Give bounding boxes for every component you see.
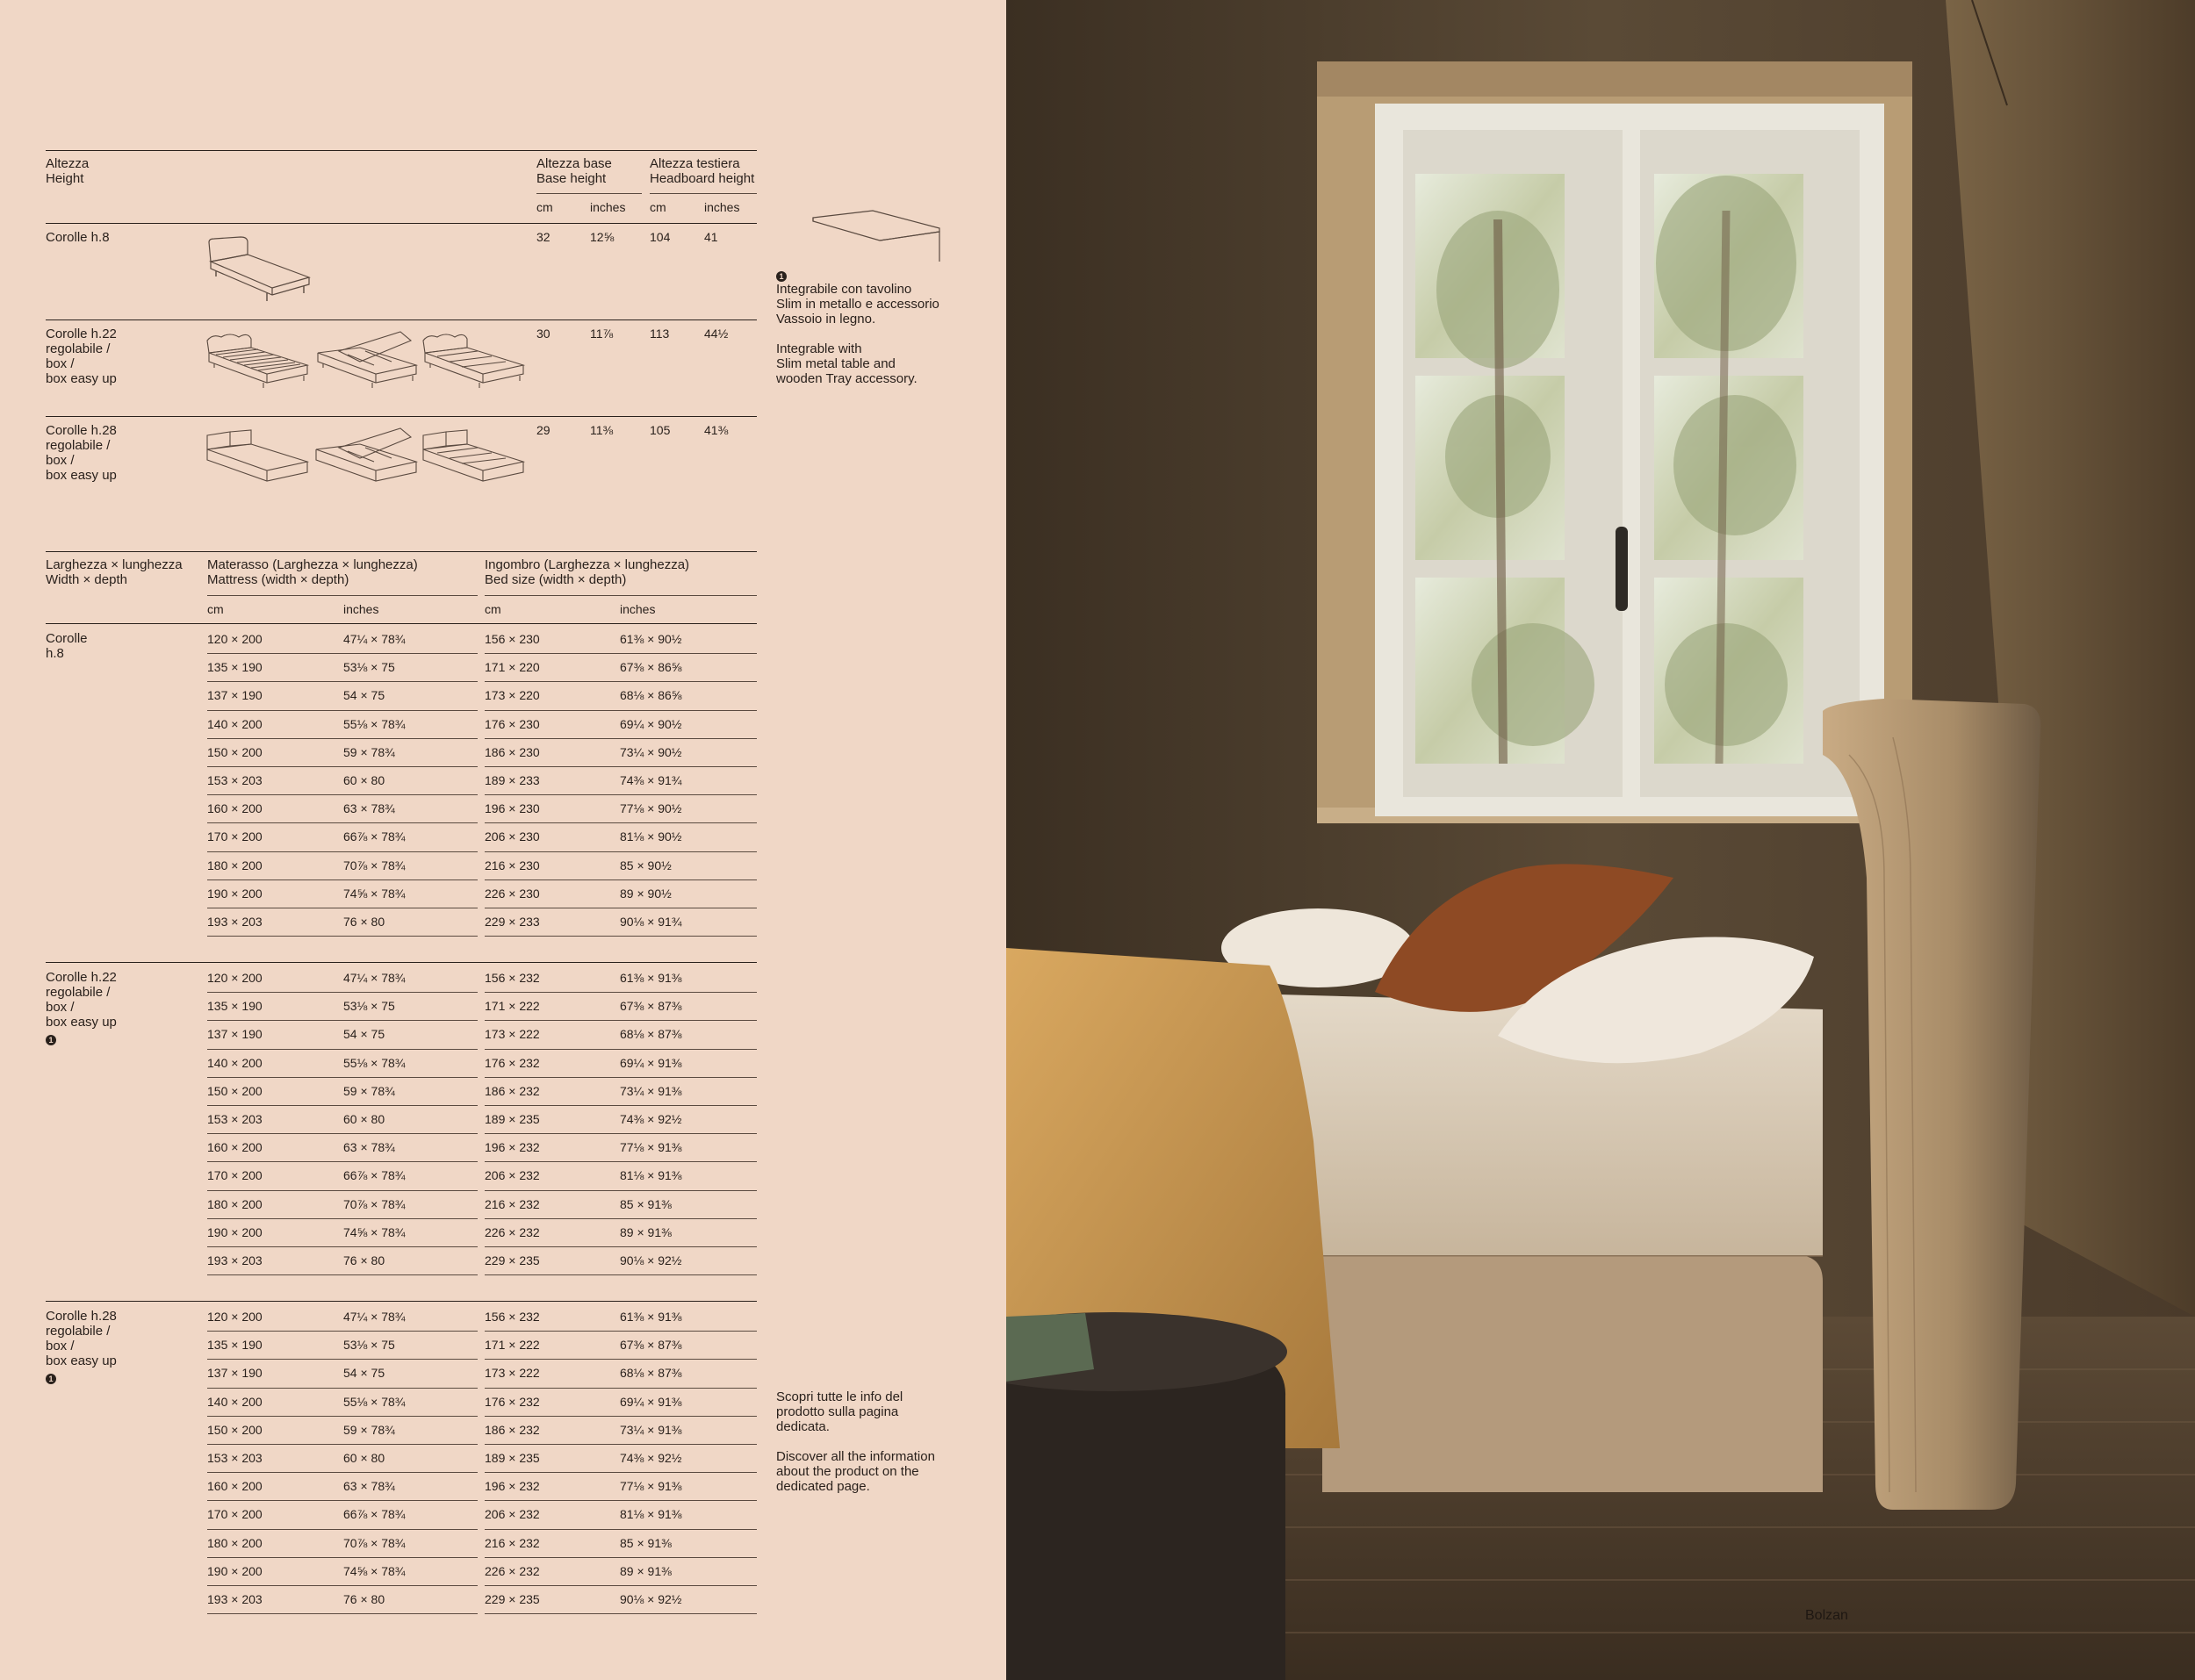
side-note-en: Integrable with — [776, 341, 862, 356]
head-cm: 104 — [650, 230, 671, 244]
note-marker — [776, 268, 787, 283]
mattress-inches: 59 × 78¾ — [343, 1083, 395, 1098]
bed-size-inches: 74⅜ × 92½ — [620, 1112, 682, 1126]
bed-size-inches: 77⅛ × 90½ — [620, 801, 682, 816]
group-name: h.8 — [46, 646, 64, 661]
row-rule — [207, 822, 478, 823]
mattress-inches: 55⅛ × 78¾ — [343, 1394, 406, 1409]
bed-size-cm: 206 × 232 — [485, 1507, 540, 1522]
row-rule — [485, 992, 757, 993]
row-name: box easy up — [46, 468, 117, 483]
row-rule — [485, 879, 757, 880]
mattress-cm: 180 × 200 — [207, 858, 263, 872]
spec-page — [0, 0, 1006, 1680]
row-rule — [207, 992, 478, 993]
row-rule — [485, 1331, 757, 1332]
bed-h22-drawings — [204, 330, 529, 396]
mattress-inches: 74⅝ × 78¾ — [343, 1563, 406, 1578]
row-rule — [485, 1190, 757, 1191]
mattress-inches: 70⅞ × 78¾ — [343, 1196, 406, 1211]
mattress-inches: 47¼ × 78¾ — [343, 1310, 406, 1324]
bed-size-cm: 171 × 220 — [485, 660, 540, 675]
mattress-inches: 53⅛ × 75 — [343, 1338, 395, 1353]
bed-size-inches: 74⅜ × 92½ — [620, 1451, 682, 1465]
bed-size-inches: 90⅛ × 92½ — [620, 1253, 682, 1267]
row-rule — [207, 1190, 478, 1191]
mattress-cm: 120 × 200 — [207, 1310, 263, 1324]
note-marker-dot: 1 — [46, 1374, 56, 1384]
group-name: box / — [46, 1000, 75, 1015]
note-marker-dot: 1 — [46, 1035, 56, 1045]
base-inches: 11⅜ — [590, 423, 614, 437]
row-rule — [485, 1585, 757, 1586]
bed-size-cm: 171 × 222 — [485, 1338, 540, 1353]
row-rule — [485, 766, 757, 767]
side-note-en: wooden Tray accessory. — [776, 371, 918, 386]
mattress-cm: 170 × 200 — [207, 829, 263, 844]
unit-inches: inches — [590, 200, 626, 214]
bed-size-inches: 73¼ × 91⅜ — [620, 1422, 682, 1437]
bed-size-inches: 61⅜ × 91⅜ — [620, 1310, 682, 1324]
mattress-inches: 70⅞ × 78¾ — [343, 1535, 406, 1550]
row-rule — [207, 738, 478, 739]
head-inches: 41⅜ — [704, 423, 729, 437]
base-cm: 29 — [536, 423, 551, 437]
table-rule — [46, 623, 757, 624]
row-name: box / — [46, 453, 75, 468]
row-rule — [207, 1585, 478, 1586]
mattress-inches: 54 × 75 — [343, 1366, 385, 1381]
bed-size-cm: 226 × 230 — [485, 886, 540, 901]
table-rule — [536, 193, 642, 194]
group-name: box easy up — [46, 1015, 117, 1030]
bed-size-inches: 67⅜ × 87⅜ — [620, 1338, 682, 1353]
bed-size-inches: 81⅛ × 91⅜ — [620, 1168, 682, 1183]
row-rule — [207, 1331, 478, 1332]
bed-size-cm: 206 × 230 — [485, 829, 540, 844]
row-rule — [207, 710, 478, 711]
mattress-cm: 153 × 203 — [207, 1451, 263, 1465]
unit-inches: inches — [343, 602, 379, 616]
bed-size-inches: 81⅛ × 91⅜ — [620, 1507, 682, 1522]
mattress-cm: 137 × 190 — [207, 688, 263, 703]
head-cm: 105 — [650, 423, 671, 437]
row-name: box / — [46, 356, 75, 371]
mattress-inches: 74⅝ × 78¾ — [343, 1224, 406, 1239]
mattress-inches: 60 × 80 — [343, 1451, 385, 1465]
bed-size-cm: 216 × 232 — [485, 1196, 540, 1211]
mattress-cm: 120 × 200 — [207, 632, 263, 646]
bed-h28-drawings — [204, 427, 529, 492]
side-note-en: Slim metal table and — [776, 356, 896, 371]
row-rule — [207, 1613, 478, 1614]
note-marker — [46, 1031, 56, 1046]
bed-size-inches: 89 × 91⅜ — [620, 1563, 672, 1578]
mattress-cm: 120 × 200 — [207, 971, 263, 985]
bed-size-cm: 176 × 232 — [485, 1055, 540, 1070]
mattress-inches: 63 × 78¾ — [343, 801, 395, 816]
mattress-inches: 53⅛ × 75 — [343, 999, 395, 1014]
mattress-inches: 66⅞ × 78¾ — [343, 1168, 406, 1183]
mattress-cm: 170 × 200 — [207, 1168, 263, 1183]
mattress-inches: 66⅞ × 78¾ — [343, 829, 406, 844]
row-rule — [485, 1416, 757, 1417]
bed-size-inches: 68⅛ × 87⅜ — [620, 1027, 682, 1042]
unit-cm: cm — [485, 602, 501, 616]
bed-size-inches: 85 × 91⅜ — [620, 1535, 672, 1550]
row-rule — [207, 879, 478, 880]
row-rule — [485, 1613, 757, 1614]
mattress-cm: 150 × 200 — [207, 1083, 263, 1098]
group-name: regolabile / — [46, 1324, 111, 1339]
mattress-cm: 190 × 200 — [207, 886, 263, 901]
row-rule — [485, 936, 757, 937]
row-name: Corolle h.8 — [46, 230, 110, 245]
mattress-inches: 59 × 78¾ — [343, 1422, 395, 1437]
bed-size-inches: 77⅛ × 91⅜ — [620, 1479, 682, 1494]
height-col1-label-en: Height — [46, 171, 84, 186]
bed-size-cm: 156 × 232 — [485, 1310, 540, 1324]
mattress-cm: 135 × 190 — [207, 1338, 263, 1353]
bed-size-cm: 229 × 233 — [485, 915, 540, 929]
row-rule — [207, 1218, 478, 1219]
row-rule — [207, 1557, 478, 1558]
base-inches: 11⅞ — [590, 327, 614, 341]
headboard-height-label-en: Headboard height — [650, 171, 755, 186]
bed-size-cm: 156 × 230 — [485, 632, 540, 646]
row-rule — [207, 1077, 478, 1078]
bed-size-inches: 67⅜ × 87⅜ — [620, 999, 682, 1014]
bed-size-cm: 186 × 232 — [485, 1422, 540, 1437]
slim-table-drawing — [810, 207, 941, 264]
bed-size-cm: 189 × 235 — [485, 1112, 540, 1126]
bed-size-inches: 67⅜ × 86⅝ — [620, 660, 682, 675]
row-rule — [207, 851, 478, 852]
base-height-label-it: Altezza base — [536, 156, 612, 171]
row-rule — [485, 1529, 757, 1530]
bed-size-cm: 173 × 222 — [485, 1027, 540, 1042]
row-rule — [485, 653, 757, 654]
row-name: Corolle h.28 — [46, 423, 117, 438]
bed-size-cm: 196 × 230 — [485, 801, 540, 816]
mattress-label-it: Materasso (Larghezza × lunghezza) — [207, 557, 418, 572]
bed-size-cm: 189 × 235 — [485, 1451, 540, 1465]
mattress-cm: 153 × 203 — [207, 773, 263, 787]
row-rule — [485, 1388, 757, 1389]
row-rule — [485, 738, 757, 739]
note-marker-dot: 1 — [776, 271, 787, 282]
table-rule — [650, 193, 757, 194]
table-rule — [46, 551, 757, 552]
bed-size-cm: 226 × 232 — [485, 1563, 540, 1578]
mattress-inches: 59 × 78¾ — [343, 744, 395, 759]
group-name: box easy up — [46, 1353, 117, 1368]
bed-size-inches: 69¼ × 90½ — [620, 716, 682, 731]
base-cm: 30 — [536, 327, 551, 341]
mattress-cm: 150 × 200 — [207, 1422, 263, 1437]
mattress-cm: 193 × 203 — [207, 1253, 263, 1267]
base-cm: 32 — [536, 230, 551, 244]
photo-caption: Bolzan — [1805, 1608, 1848, 1623]
bed-size-inches: 90⅛ × 91¾ — [620, 915, 682, 929]
mattress-cm: 150 × 200 — [207, 744, 263, 759]
head-inches: 41 — [704, 230, 718, 244]
group-name: Corolle h.22 — [46, 970, 117, 985]
unit-cm: cm — [650, 200, 666, 214]
row-rule — [207, 1529, 478, 1530]
row-name: box easy up — [46, 371, 117, 386]
bed-size-inches: 89 × 91⅜ — [620, 1224, 672, 1239]
row-rule — [207, 936, 478, 937]
bed-size-inches: 68⅛ × 87⅜ — [620, 1366, 682, 1381]
bed-size-inches: 69¼ × 91⅜ — [620, 1055, 682, 1070]
discover-note-it: Scopri tutte le info del — [776, 1389, 903, 1404]
discover-note-it: prodotto sulla pagina — [776, 1404, 899, 1419]
bed-size-inches: 85 × 90½ — [620, 858, 672, 872]
bed-size-inches: 89 × 90½ — [620, 886, 672, 901]
unit-inches: inches — [704, 200, 740, 214]
bed-size-cm: 173 × 220 — [485, 688, 540, 703]
row-rule — [207, 1388, 478, 1389]
size-col1-label-en: Width × depth — [46, 572, 127, 587]
mattress-inches: 74⅝ × 78¾ — [343, 886, 406, 901]
mattress-cm: 153 × 203 — [207, 1112, 263, 1126]
bed-size-cm: 216 × 230 — [485, 858, 540, 872]
mattress-inches: 55⅛ × 78¾ — [343, 716, 406, 731]
mattress-cm: 160 × 200 — [207, 1140, 263, 1155]
bed-size-cm: 171 × 222 — [485, 999, 540, 1014]
mattress-cm: 137 × 190 — [207, 1366, 263, 1381]
mattress-cm: 160 × 200 — [207, 1479, 263, 1494]
table-rule — [46, 416, 757, 417]
discover-note-en: Discover all the information — [776, 1449, 935, 1464]
bed-size-inches: 90⅛ × 92½ — [620, 1592, 682, 1606]
row-rule — [207, 1500, 478, 1501]
bed-size-cm: 196 × 232 — [485, 1479, 540, 1494]
mattress-label-en: Mattress (width × depth) — [207, 572, 349, 587]
bed-size-inches: 81⅛ × 90½ — [620, 829, 682, 844]
bed-size-label-en: Bed size (width × depth) — [485, 572, 627, 587]
row-rule — [485, 1557, 757, 1558]
mattress-cm: 190 × 200 — [207, 1563, 263, 1578]
bed-size-cm: 229 × 235 — [485, 1253, 540, 1267]
row-rule — [485, 1161, 757, 1162]
mattress-inches: 66⅞ × 78¾ — [343, 1507, 406, 1522]
row-rule — [485, 1444, 757, 1445]
unit-inches: inches — [620, 602, 656, 616]
row-rule — [485, 1049, 757, 1050]
group-name: Corolle h.28 — [46, 1309, 117, 1324]
head-cm: 113 — [650, 327, 670, 341]
headboard-height-label-it: Altezza testiera — [650, 156, 740, 171]
group-name: Corolle — [46, 631, 88, 646]
row-rule — [207, 681, 478, 682]
group-rule — [46, 962, 757, 963]
mattress-inches: 47¼ × 78¾ — [343, 632, 406, 646]
row-rule — [485, 1359, 757, 1360]
table-rule — [46, 223, 757, 224]
row-rule — [485, 710, 757, 711]
mattress-cm: 160 × 200 — [207, 801, 263, 816]
row-rule — [485, 822, 757, 823]
mattress-inches: 76 × 80 — [343, 1253, 385, 1267]
bed-size-inches: 61⅜ × 90½ — [620, 632, 682, 646]
side-note-it: Vassoio in legno. — [776, 312, 876, 327]
row-rule — [207, 1274, 478, 1275]
head-inches: 44½ — [704, 327, 729, 341]
size-col1-label-it: Larghezza × lunghezza — [46, 557, 183, 572]
bed-size-cm: 173 × 222 — [485, 1366, 540, 1381]
bed-size-cm: 176 × 230 — [485, 716, 540, 731]
mattress-cm: 180 × 200 — [207, 1196, 263, 1211]
mattress-cm: 193 × 203 — [207, 1592, 263, 1606]
row-rule — [485, 1500, 757, 1501]
row-rule — [485, 1105, 757, 1106]
table-rule — [46, 150, 757, 151]
mattress-cm: 135 × 190 — [207, 660, 263, 675]
bed-size-inches: 61⅜ × 91⅜ — [620, 971, 682, 985]
row-name: regolabile / — [46, 438, 111, 453]
bed-size-inches: 73¼ × 90½ — [620, 744, 682, 759]
base-inches: 12⅝ — [590, 230, 615, 244]
bed-size-cm: 229 × 235 — [485, 1592, 540, 1606]
base-height-label-en: Base height — [536, 171, 607, 186]
mattress-inches: 63 × 78¾ — [343, 1479, 395, 1494]
row-rule — [485, 1274, 757, 1275]
height-col1-label-it: Altezza — [46, 156, 90, 171]
unit-cm: cm — [207, 602, 224, 616]
row-rule — [207, 1416, 478, 1417]
bed-size-cm: 189 × 233 — [485, 773, 540, 787]
bed-size-cm: 186 × 230 — [485, 744, 540, 759]
row-rule — [485, 681, 757, 682]
bed-size-cm: 156 × 232 — [485, 971, 540, 985]
row-rule — [207, 1472, 478, 1473]
bed-size-cm: 226 × 232 — [485, 1224, 540, 1239]
mattress-inches: 53⅛ × 75 — [343, 660, 395, 675]
row-rule — [207, 1133, 478, 1134]
row-rule — [485, 851, 757, 852]
mattress-cm: 190 × 200 — [207, 1224, 263, 1239]
row-rule — [207, 766, 478, 767]
mattress-inches: 54 × 75 — [343, 1027, 385, 1042]
table-rule — [207, 595, 478, 596]
discover-note-it: dedicata. — [776, 1419, 830, 1434]
bed-size-cm: 216 × 232 — [485, 1535, 540, 1550]
row-rule — [485, 1246, 757, 1247]
row-rule — [485, 1020, 757, 1021]
mattress-inches: 76 × 80 — [343, 1592, 385, 1606]
mattress-cm: 140 × 200 — [207, 716, 263, 731]
bed-size-inches: 69¼ × 91⅜ — [620, 1394, 682, 1409]
mattress-inches: 60 × 80 — [343, 1112, 385, 1126]
row-rule — [207, 1246, 478, 1247]
table-rule — [46, 319, 757, 320]
row-rule — [485, 1077, 757, 1078]
mattress-cm: 137 × 190 — [207, 1027, 263, 1042]
discover-note-en: dedicated page. — [776, 1479, 870, 1494]
table-rule — [485, 595, 757, 596]
row-rule — [207, 1359, 478, 1360]
row-rule — [485, 794, 757, 795]
group-name: box / — [46, 1339, 75, 1353]
side-note-it: Slim in metallo e accessorio — [776, 297, 939, 312]
bed-size-inches: 73¼ × 91⅜ — [620, 1083, 682, 1098]
row-rule — [485, 1133, 757, 1134]
bed-size-inches: 74⅜ × 91¾ — [620, 773, 682, 787]
mattress-inches: 70⅞ × 78¾ — [343, 858, 406, 872]
mattress-inches: 76 × 80 — [343, 915, 385, 929]
mattress-cm: 140 × 200 — [207, 1394, 263, 1409]
group-rule — [46, 1301, 757, 1302]
discover-note-en: about the product on the — [776, 1464, 919, 1479]
bed-size-inches: 77⅛ × 91⅜ — [620, 1140, 682, 1155]
row-rule — [207, 1105, 478, 1106]
bed-size-cm: 206 × 232 — [485, 1168, 540, 1183]
note-marker — [46, 1370, 56, 1385]
row-name: regolabile / — [46, 341, 111, 356]
bed-size-cm: 196 × 232 — [485, 1140, 540, 1155]
bedroom-photo — [1006, 0, 2195, 1680]
row-rule — [207, 1020, 478, 1021]
bed-size-cm: 186 × 232 — [485, 1083, 540, 1098]
mattress-inches: 55⅛ × 78¾ — [343, 1055, 406, 1070]
mattress-cm: 170 × 200 — [207, 1507, 263, 1522]
row-rule — [207, 1444, 478, 1445]
mattress-inches: 63 × 78¾ — [343, 1140, 395, 1155]
mattress-inches: 47¼ × 78¾ — [343, 971, 406, 985]
mattress-inches: 60 × 80 — [343, 773, 385, 787]
mattress-cm: 180 × 200 — [207, 1535, 263, 1550]
group-name: regolabile / — [46, 985, 111, 1000]
mattress-cm: 140 × 200 — [207, 1055, 263, 1070]
side-note-it: Integrabile con tavolino — [776, 282, 912, 297]
mattress-cm: 135 × 190 — [207, 999, 263, 1014]
bed-h8-drawing — [202, 235, 312, 305]
row-rule — [485, 1218, 757, 1219]
row-rule — [207, 794, 478, 795]
row-name: Corolle h.22 — [46, 327, 117, 341]
mattress-inches: 54 × 75 — [343, 688, 385, 703]
mattress-cm: 193 × 203 — [207, 915, 263, 929]
row-rule — [207, 653, 478, 654]
bed-size-cm: 176 × 232 — [485, 1394, 540, 1409]
bed-size-inches: 68⅛ × 86⅝ — [620, 688, 682, 703]
row-rule — [207, 1161, 478, 1162]
row-rule — [207, 1049, 478, 1050]
bed-size-inches: 85 × 91⅜ — [620, 1196, 672, 1211]
bed-size-label-it: Ingombro (Larghezza × lunghezza) — [485, 557, 690, 572]
unit-cm: cm — [536, 200, 553, 214]
row-rule — [485, 1472, 757, 1473]
